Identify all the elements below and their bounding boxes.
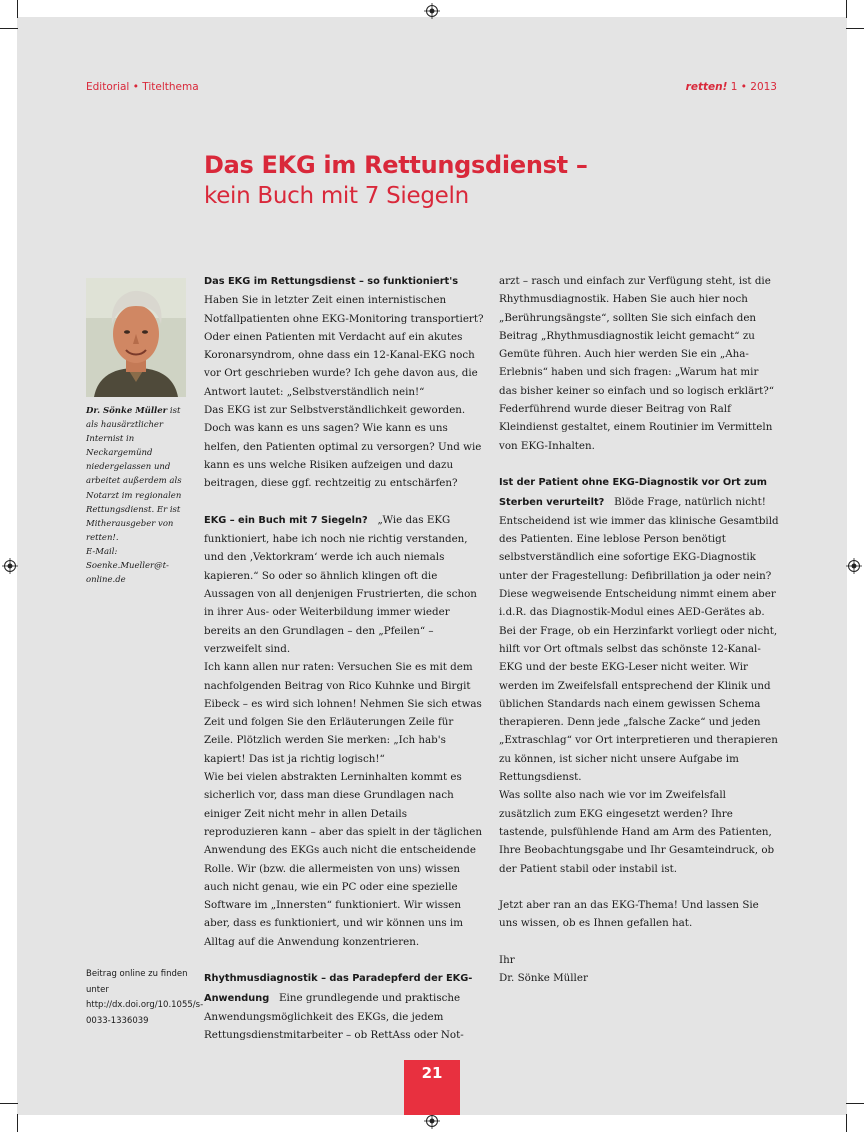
paragraph: Was sollte also nach wie vor im Zweifelsfall zusätzlich zum EKG eingesetzt werden? Ihre tastende, pulsfühlende Hand am Arm des Patienten, Ihre Beobachtungsgabe und Ihr Gesamteindruck, ob der Patient stabil oder instabil ist.	[499, 789, 775, 875]
crop-mark	[846, 28, 864, 29]
paragraph-text: Haben Sie in letzter Zeit einen internistischen Notfallpatienten ohne EKG-Monitoring transportiert? Oder einen Patienten mit Verdacht auf ein akutes Koronarsyndrom, ohne dass ein 12-Kanal-EKG noch vor Ort geschrieben wurde? Ich gehe davon aus, die Antwort lautet: „Selbstverständlich nein!“	[204, 294, 484, 398]
author-portrait	[86, 278, 186, 397]
magazine-name: retten!	[685, 81, 728, 93]
run-in-heading: Rhythmusdiagnostik – das Paradepferd der EKG-Anwendung	[204, 973, 473, 1004]
crop-mark	[17, 0, 18, 18]
paragraph: Bei der Frage, ob ein Herzinfarkt vorliegt oder nicht, hilft vor Ort oftmals selbst das schönste 12-Kanal-EKG und der beste EKG-Leser nicht weiter. Wir werden im Zweifelsfall entsprechend der Klinik und üblichen Standards nach einem gewissen Schema therapieren. Denn jede „falsche Zacke“ und jeden „Extraschlag“ vor Ort interpretieren und therapieren zu können, ist sicher nicht unsere Aufgabe im Rettungsdienst.	[499, 624, 778, 784]
paragraph	[204, 969, 484, 1044]
paragraph: Jetzt aber ran an das EKG-Thema! Und lassen Sie uns wissen, ob es Ihnen gefallen hat.	[499, 899, 759, 930]
run-in-heading: Das EKG im Rettungsdienst – so funktioniert's	[204, 276, 459, 287]
author-caption	[86, 404, 190, 587]
paragraph-text: Blöde Frage, natürlich nicht! Entscheidend ist wie immer das klinische Gesamtbild des Patienten. Eine leblose Person benötigt selbstverständlich eine sofortige EKG-Diagnostik unter der Fragestellung: Defibrillation ja oder nein? Diese wegweisende Entscheidung nimmt einem aber i.d.R. das Diagnostik-Modul eines AED-Gerätes ab.	[499, 495, 779, 619]
paragraph-text: „Wie das EKG funktioniert, habe ich noch nie richtig verstanden, und den ‚Vektorkram‘ werde ich auch niemals kapieren.“ So oder so ähnlich klingen oft die Aussagen von all denjenigen Frustrierten, die schon in ihrer Aus- oder Weiterbildung immer wieder bereits an den Grundlagen – den „Pfeilen“ – verzweifelt sind.	[204, 513, 477, 655]
crop-mark	[0, 1103, 18, 1104]
section-label: Editorial	[86, 81, 130, 93]
paragraph	[204, 511, 484, 658]
page-number: 21	[421, 1064, 443, 1082]
registration-mark-icon	[2, 558, 18, 574]
author-bio: ist als hausärztlicher Internist in Neckargemünd niedergelassen und arbeitet außerdem als Notarzt im regionalen Rettungsdienst. Er ist Mitherausgeber von retten!.	[86, 406, 182, 543]
author-email: E-Mail: Soenke.Mueller@t-online.de	[86, 546, 169, 586]
paragraph: Ich kann allen nur raten: Versuchen Sie es mit dem nachfolgenden Beitrag von Rico Kuhnke und Birgit Eibeck – es wird sich lohnen! Nehmen Sie sich etwas Zeit und folgen Sie den Erläuterungen Zeile für Zeile. Plötzlich werden Sie merken: „Ich hab's kapiert! Das ist ja richtig logisch!“	[204, 661, 482, 765]
run-in-heading: Ist der Patient ohne EKG-Diagnostik vor Ort zum Sterben verurteilt?	[499, 477, 767, 508]
signature-name: Dr. Sönke Müller	[499, 972, 588, 985]
crop-mark	[17, 1114, 18, 1132]
topic-label: Titelthema	[142, 81, 199, 93]
header-bullet: •	[132, 81, 139, 93]
issue-label: 1 • 2013	[730, 81, 777, 93]
running-header-section	[86, 81, 199, 93]
crop-mark	[846, 0, 847, 18]
running-header-issue	[686, 81, 777, 93]
paragraph	[499, 473, 779, 621]
article-column-2	[499, 272, 779, 988]
article-title: Das EKG im Rettungsdienst –	[204, 151, 588, 179]
signature-line: Ihr	[499, 953, 515, 966]
paragraph: Wie bei vielen abstrakten Lerninhalten kommt es sicherlich vor, dass man diese Grundlagen nach einiger Zeit nicht mehr in allen Details reproduzieren kann – aber das spielt in der täglichen Anwendung des EKGs auch nicht die entscheidende Rolle. Wir (bzw. die allermeisten von uns) wissen auch nicht genau, wie ein PC oder eine spezielle Software im „Innersten“ funktioniert. Wir wissen aber, dass es funktioniert, und wir können uns im Alltag auf die Anwendung konzentrieren.	[204, 771, 482, 948]
paragraph	[204, 272, 484, 401]
paragraph: Das EKG ist zur Selbstverständlichkeit geworden. Doch was kann es uns sagen? Wie kann es uns helfen, den Patienten optimal zu versorgen? Und wie kann es uns welche Risiken aufzeigen und dazu beitragen, diese ggf. rechtzeitig zu entschärfen?	[204, 404, 482, 490]
author-name: Dr. Sönke Müller	[86, 406, 168, 416]
registration-mark-icon	[846, 558, 862, 574]
registration-mark-icon	[424, 1113, 440, 1129]
paragraph-text: Eine grundlegende und praktische Anwendungsmöglichkeit des EKGs, die jedem Rettungsdienstmitarbeiter – ob RettAss oder Not-	[204, 991, 464, 1042]
paragraph: arzt – rasch und einfach zur Verfügung steht, ist die Rhythmusdiagnostik. Haben Sie auch hier noch „Berührungsängste“, sollten Sie sich einfach den Beitrag „Rhythmusdiagnostik leicht gemacht“ zu Gemüte führen. Auch hier werden Sie ein „Aha-Erlebnis“ haben und sich fragen: „Warum hat mir das bisher keiner so einfach und so logisch erklärt?“ Federführend wurde dieser Beitrag von Ralf Kleindienst gestaltet, einem Routinier im Vermitteln von EKG-Inhalten.	[499, 275, 775, 452]
crop-mark	[846, 1103, 864, 1104]
crop-mark	[0, 28, 18, 29]
article-subtitle: kein Buch mit 7 Siegeln	[204, 183, 469, 209]
article-column-1	[204, 272, 484, 1044]
crop-mark	[846, 1114, 847, 1132]
run-in-heading: EKG – ein Buch mit 7 Siegeln?	[204, 514, 368, 526]
online-doi-note: Beitrag online zu finden unter http://dx.doi.org/10.1055/s-0033-1336039	[86, 969, 204, 1026]
registration-mark-icon	[424, 3, 440, 19]
